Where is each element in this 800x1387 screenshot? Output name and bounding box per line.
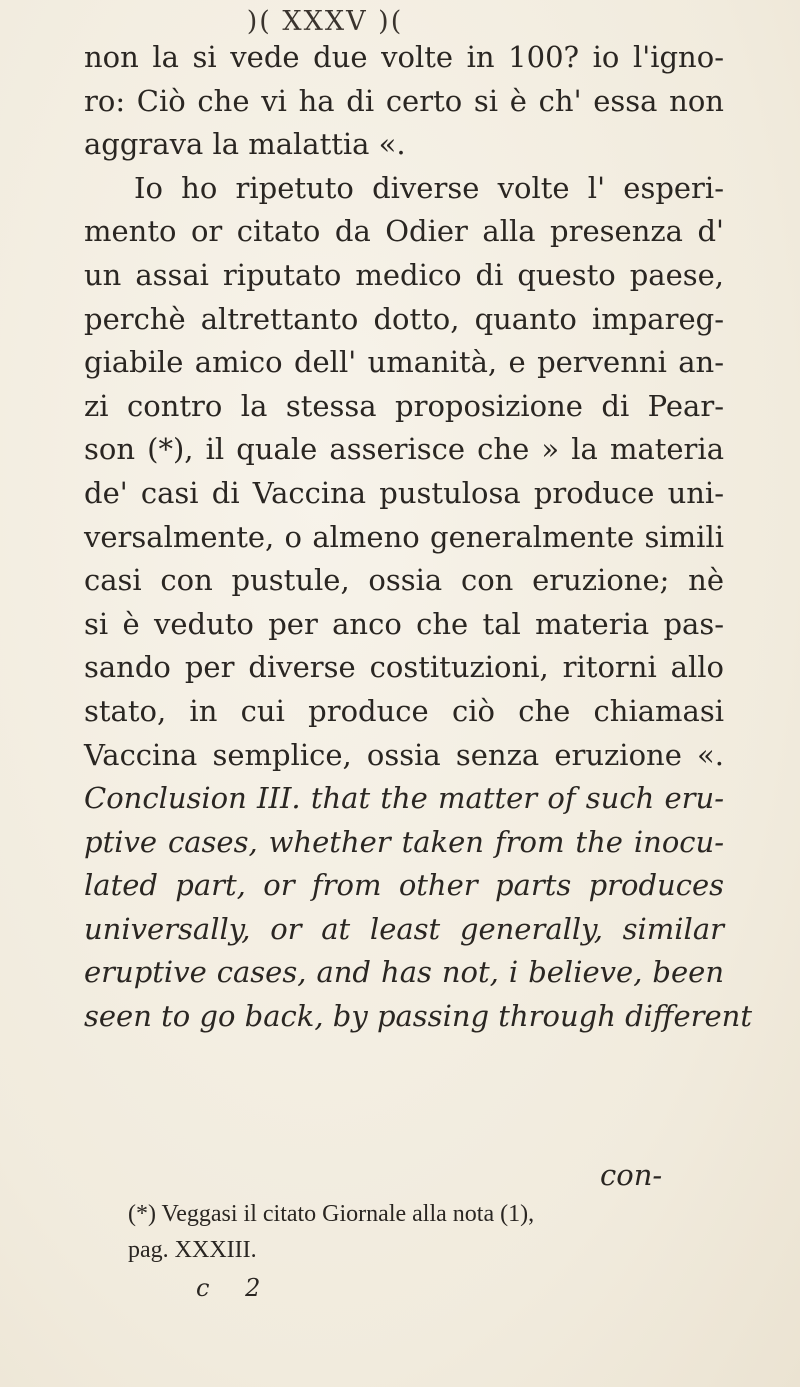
footnote-line: pag. XXXIII. [128,1237,257,1263]
text-line: de' casi di Vaccina pustulosa produce uni- [84,475,724,510]
text-line: universally, or at least generally, similar [84,911,724,946]
catchword: con- [600,1158,663,1192]
text-line: sando per diverse costituzioni, ritorni allo [84,650,724,685]
text-line: stato, in cui produce ciò che chiamasi [84,693,724,728]
footnote [128,1196,668,1268]
text-line: un assai riputato medico di questo paese, [84,257,724,292]
text-line: zi contro la stessa proposizione di Pear- [84,388,724,423]
signature-mark: c 2 [196,1274,275,1302]
main-text [84,36,752,1039]
text-line: ptive cases, whether taken from the inocu- [84,824,724,859]
text-line: Io ho ripetuto diverse volte l' esperi- [134,170,724,205]
paragraph-2 [84,167,724,777]
text-line: giabile amico dell' umanità, e pervenni an- [84,345,724,380]
text-line: casi con pustule, ossia con eruzione; nè [84,563,724,598]
text-line: ro: Ciò che vi ha di certo si è ch' essa non [84,83,724,118]
footnote-line: (*) Veggasi il citato Giornale alla nota (1), [128,1201,535,1227]
page-header: )( XXXV )( [246,6,404,37]
text-line: eruptive cases, and has not, i believe, been [84,955,724,990]
text-line: Conclusion III. that the matter of such eru- [84,781,724,816]
text-line: aggrava la malattia «. [84,127,406,162]
text-line: non la si vede due volte in 100? io l'igno- [84,40,724,74]
paragraph-1 [84,36,724,167]
paragraph-3-italic [84,777,752,1039]
text-line: seen to go back, by passing through different [84,999,752,1034]
text-line: lated part, or from other parts produces [84,868,724,903]
text-line: perchè altrettanto dotto, quanto impareg- [84,301,724,336]
text-line: mento or citato da Odier alla presenza d' [84,214,724,249]
text-line: versalmente, o almeno generalmente simili [84,519,724,554]
text-line: si è veduto per anco che tal materia pas- [84,606,724,641]
text-line: Vaccina semplice, ossia senza eruzione «. [84,737,724,772]
text-line: son (*), il quale asserisce che » la materia [84,432,724,467]
